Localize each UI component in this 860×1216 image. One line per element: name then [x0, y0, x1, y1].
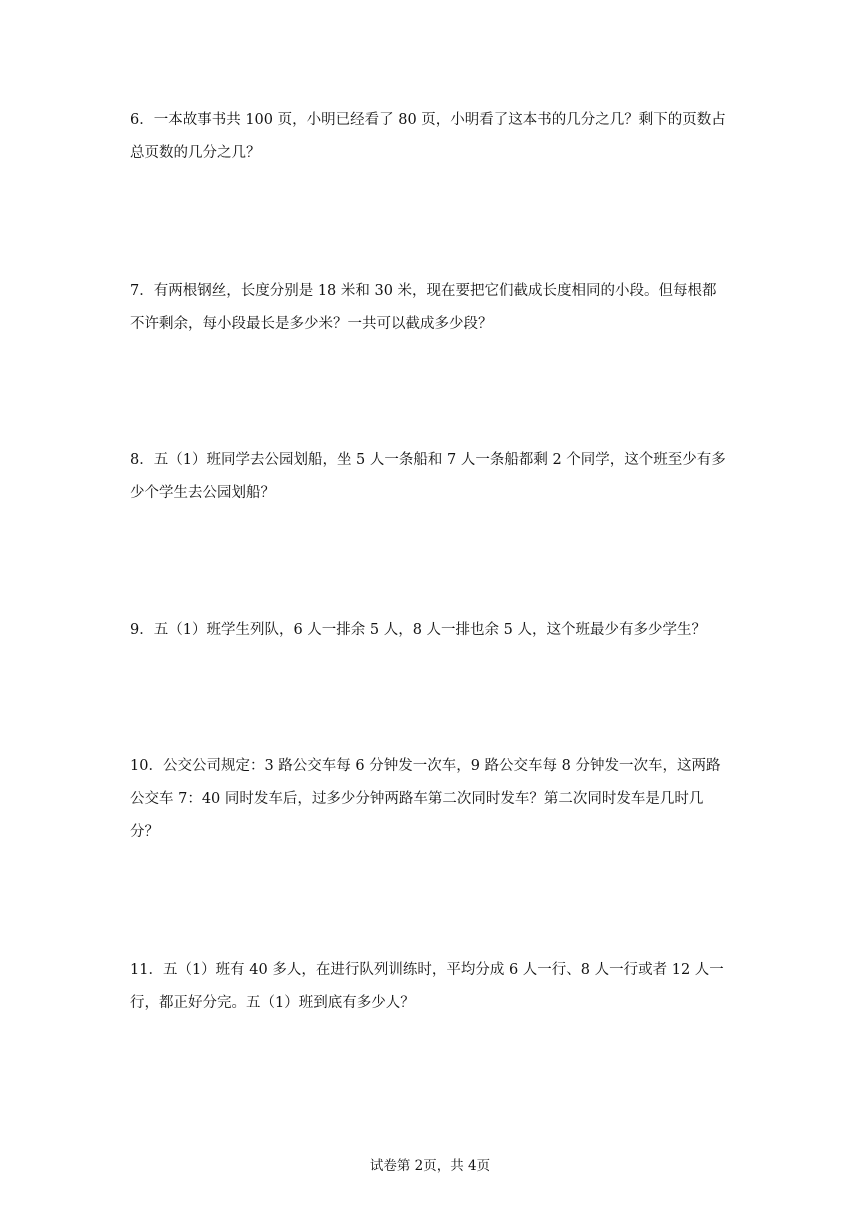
- problem-8-line-1: 8．五（1）班同学去公园划船，坐 5 人一条船和 7 人一条船都剩 2 个同学，这个班至少有多: [130, 452, 726, 468]
- problem-9-line-1: 9．五（1）班学生列队，6 人一排余 5 人，8 人一排也余 5 人，这个班最少有多少学生？: [130, 622, 707, 638]
- problem-11-line-2: 行，都正好分完。五（1）班到底有多少人？: [130, 995, 415, 1011]
- problem-6-line-2: 总页数的几分之几？: [130, 145, 261, 161]
- problem-6-line-1: 6．一本故事书共 100 页，小明已经看了 80 页，小明看了这本书的几分之几？剩下的页数占: [130, 112, 726, 128]
- problem-9: [130, 614, 730, 647]
- page-number-label: 试卷第 2页，共 4页: [369, 1158, 491, 1174]
- problem-7-line-1: 7．有两根钢丝，长度分别是 18 米和 30 米，现在要把它们截成长度相同的小段。但每根都: [130, 283, 717, 299]
- problem-10: [130, 750, 730, 849]
- page-footer: [0, 1156, 860, 1176]
- problem-10-line-1: 10．公交公司规定：3 路公交车每 6 分钟发一次车，9 路公交车每 8 分钟发一次车，这两路: [130, 758, 721, 774]
- problem-10-line-3: 分？: [130, 824, 159, 840]
- problem-10-line-2: 公交车 7：40 同时发车后，过多少分钟两路车第二次同时发车？第二次同时发车是几时几: [130, 791, 704, 807]
- problem-11: [130, 954, 730, 1020]
- problem-7-line-2: 不许剩余，每小段最长是多少米？一共可以截成多少段？: [130, 316, 493, 332]
- problem-7: [130, 275, 730, 341]
- problem-8: [130, 444, 730, 510]
- problem-6: [130, 104, 730, 170]
- problem-11-line-1: 11．五（1）班有 40 多人，在进行队列训练时，平均分成 6 人一行、8 人一行或者 12 人一: [130, 962, 724, 978]
- problem-8-line-2: 少个学生去公园划船？: [130, 485, 275, 501]
